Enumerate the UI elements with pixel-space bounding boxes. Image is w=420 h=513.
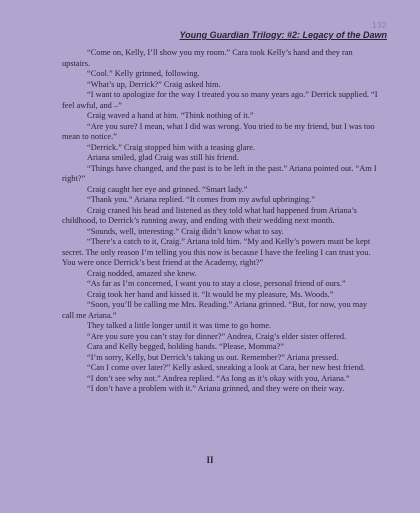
paragraph: “Can I come over later?” Kelly asked, sneaking a look at Cara, her new best friend.	[87, 363, 366, 372]
paragraph: “I don’t have a problem with it.” Ariana grinned, and they were on their way.	[87, 384, 345, 393]
paragraph: “I don’t see why not.” Andrea replied. “As long as it’s okay with you, Ariana.”	[87, 373, 350, 383]
paragraph: “Cool.” Kelly grinned, following.	[87, 69, 200, 78]
paragraph: Craig caught her eye and grinned. “Smart lady.”	[87, 184, 248, 194]
paragraph: “Thank you.” Ariana replied. “It comes from my awful upbringing.”	[87, 195, 315, 204]
paragraph: Craig waved a hand at him. “Think nothing of it.”	[87, 111, 254, 120]
paragraph: “Soon, you’ll be calling me Mrs. Reading.” Ariana grinned. “But, for now, you may call me Ariana.”	[62, 300, 368, 320]
paragraph: “I want to apologize for the way I treated you so many years ago.” Derrick supplied. “I feel awful, and –”	[62, 90, 378, 110]
paragraph: Craig took her hand and kissed it. “It would be my pleasure, Ms. Woods.”	[87, 289, 334, 299]
paragraph: “What’s up, Derrick?” Craig asked him.	[87, 79, 221, 89]
paragraph: “Are you sure? I mean, what I did was wrong. You tried to be my friend, but I was too mean to notice.”	[62, 121, 375, 141]
page-number: 132	[372, 21, 387, 30]
paragraph: “Are you sure you can’t stay for dinner?” Andrea, Craig’s elder sister offered.	[87, 331, 347, 341]
paragraph: Cara and Kelly begged, holding hands. “Please, Momma?”	[87, 342, 284, 351]
paragraph: “Come on, Kelly, I’ll show you my room.” Cara took Kelly’s hand and they ran upstairs.	[62, 48, 353, 68]
paragraph: “Derrick.” Craig stopped him with a teasing glare.	[87, 142, 255, 152]
paragraph: Craig nodded, amazed she knew.	[87, 268, 197, 278]
paragraph: “As far as I’m concerned, I want you to stay a close, personal friend of ours.”	[87, 279, 346, 288]
paragraph: “Things have changed, and the past is to be left in the past.” Ariana pointed out. “Am I right?”	[62, 163, 377, 183]
body-text	[62, 48, 380, 395]
paragraph: Ariana smiled, glad Craig was still his friend.	[87, 153, 239, 162]
running-header-title: Young Guardian Trilogy: #2: Legacy of the Dawn	[179, 30, 387, 40]
paragraph: Craig craned his head and listened as they told what had happened from Ariana’s childhood, to Derrick’s running away, and ending with their wedding next month.	[62, 205, 357, 225]
paragraph: “There’s a catch to it, Craig.” Ariana told him. “My and Kelly’s powers must be kept secret. The only reason I’m telling you this now is because I have the feeling I can trust you. You were once Derrick’s best friend at the Academy, right?”	[62, 237, 371, 267]
paragraph: “Sounds, well, interesting.” Craig didn’t know what to say.	[87, 226, 284, 236]
paragraph: “I’m sorry, Kelly, but Derrick’s taking us out. Remember?” Ariana pressed.	[87, 352, 339, 362]
paragraph: They talked a little longer until it was time to go home.	[87, 321, 271, 330]
section-marker: II	[206, 455, 214, 465]
